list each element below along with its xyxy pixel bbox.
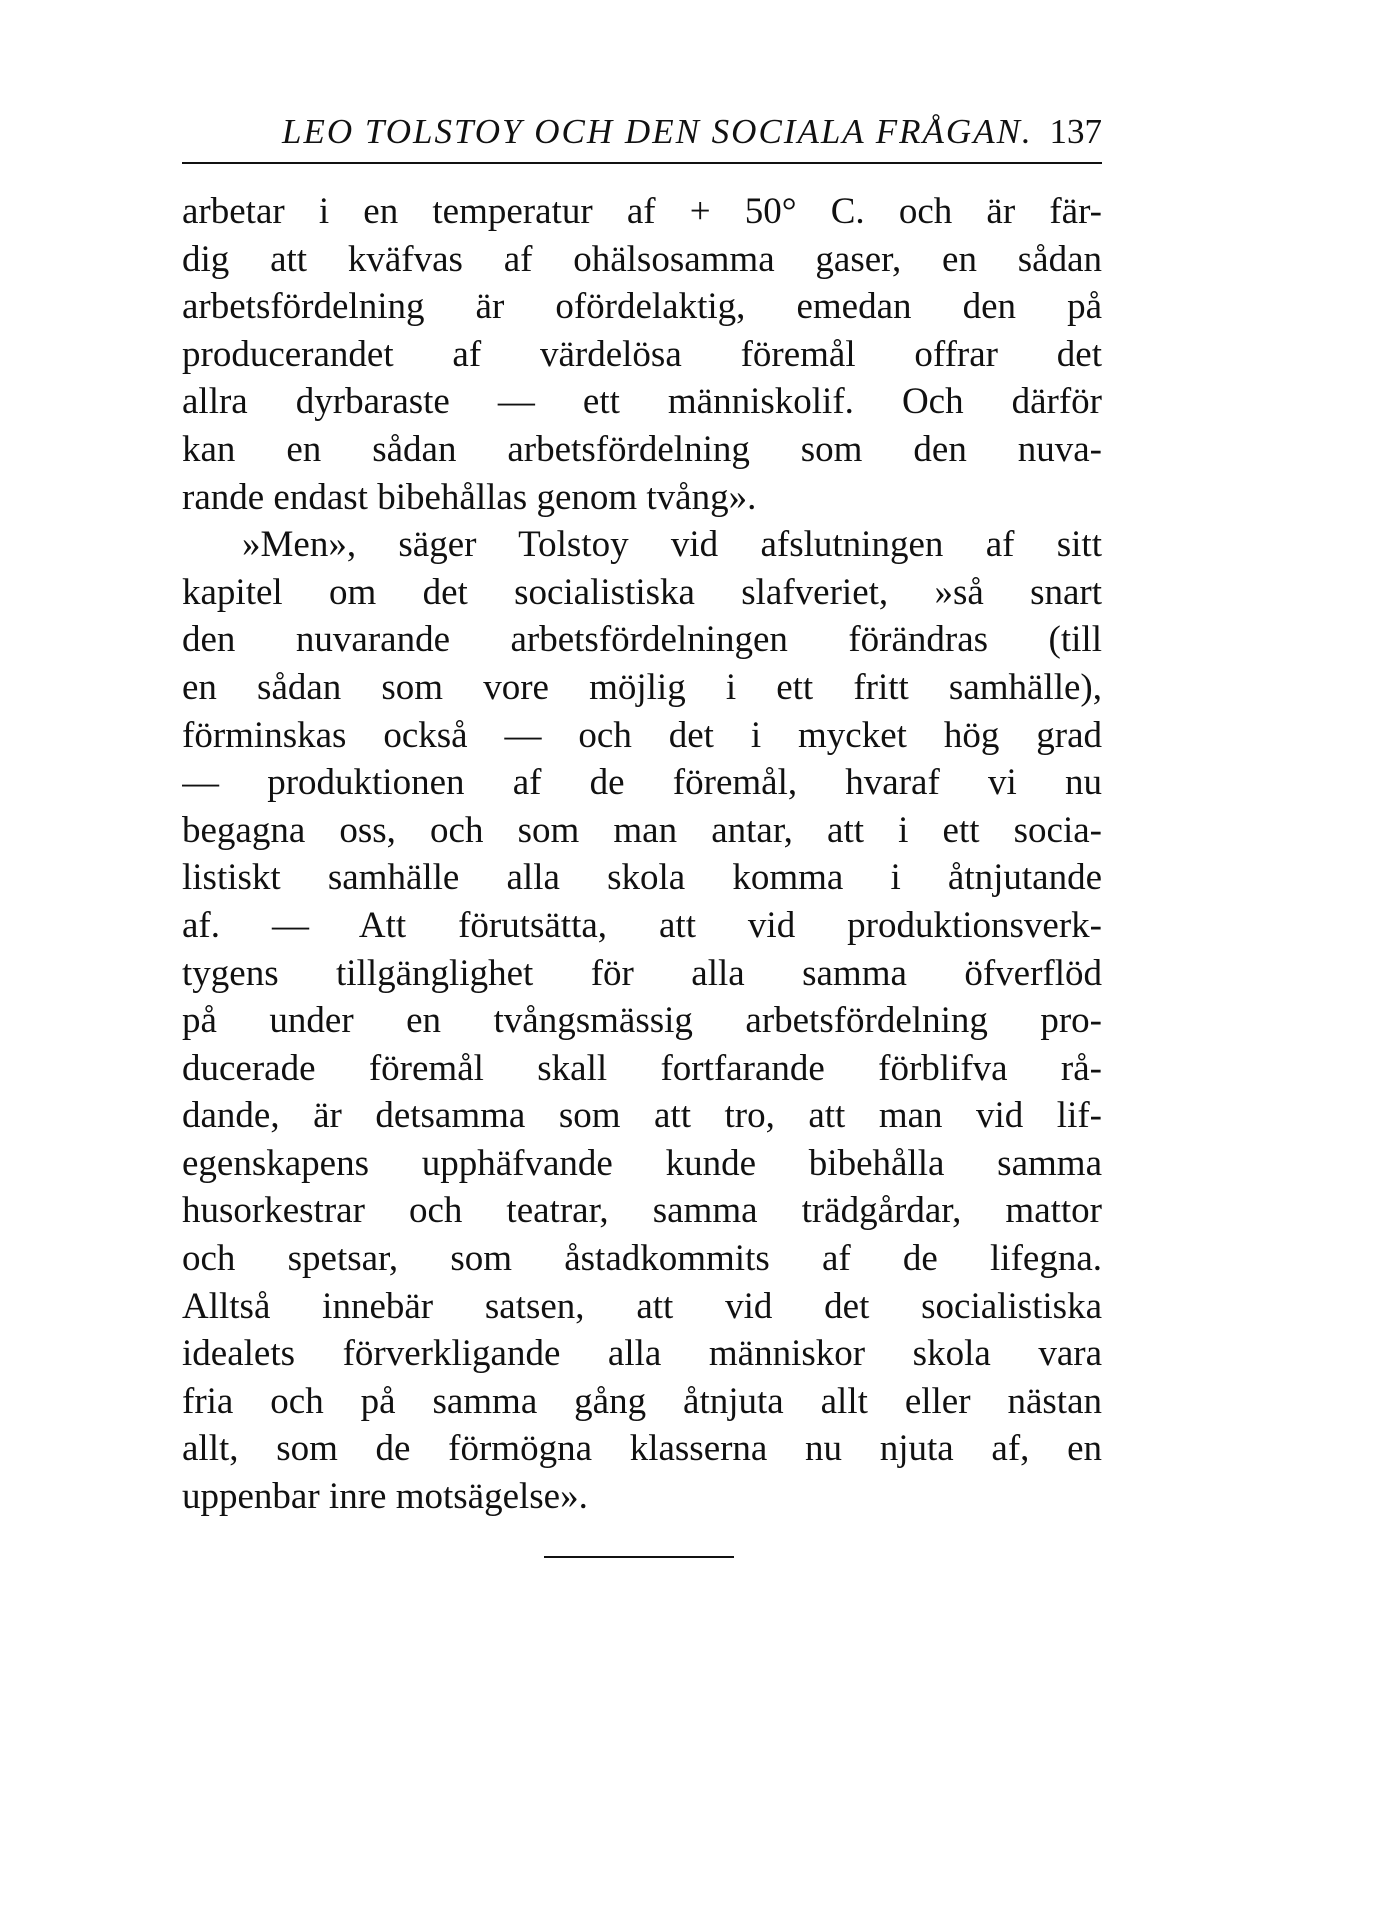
text-line: egenskapens upphäfvande kunde bibehålla samma — [182, 1142, 1102, 1184]
text-line: och spetsar, som åstadkommits af de lifegna. — [182, 1238, 1102, 1280]
text-line: kan en sådan arbetsfördelning som den nuva- — [182, 428, 1102, 470]
text-line: fria och på samma gång åtnjuta allt eller nästan — [182, 1380, 1102, 1422]
text-line: på under en tvångsmässig arbetsfördelning pro- — [182, 1000, 1102, 1042]
text-line: arbetar i en temperatur af + 50° C. och är fär- — [182, 191, 1102, 232]
running-header — [182, 112, 1102, 162]
text-line: allt, som de förmögna klasserna nu njuta af, en — [182, 1428, 1102, 1470]
text-line: allra dyrbaraste — ett människolif. Och därför — [182, 381, 1102, 423]
text-line: idealets förverkligande alla människor skola vara — [182, 1333, 1102, 1375]
text-line: en sådan som vore möjlig i ett fritt samhälle), — [182, 666, 1102, 708]
text-line: arbetsfördelning är ofördelaktig, emedan den på — [182, 286, 1102, 328]
page-number: 137 — [1049, 112, 1102, 151]
text-line: tygens tillgänglighet för alla samma öfverflöd — [182, 952, 1102, 994]
text-line: dig att kväfvas af ohälsosamma gaser, en sådan — [182, 238, 1102, 280]
text-line: rande endast bibehållas genom tvång». — [182, 476, 757, 518]
text-line: ducerade föremål skall fortfarande förblifva rå- — [182, 1047, 1102, 1089]
text-line: listiskt samhälle alla skola komma i åtnjutande — [182, 857, 1102, 899]
text-line: dande, är detsamma som att tro, att man vid lif- — [182, 1095, 1102, 1137]
body-text — [182, 188, 1102, 1521]
text-line: förminskas också — och det i mycket hög grad — [182, 714, 1102, 756]
text-line: kapitel om det socialistiska slafveriet, »så snart — [182, 571, 1102, 613]
text-line: af. — Att förutsätta, att vid produktionsverk- — [182, 904, 1102, 946]
text-line: den nuvarande arbetsfördelningen förändras (till — [182, 619, 1102, 661]
running-title: LEO TOLSTOY OCH DEN SOCIALA FRÅGAN. — [282, 112, 1033, 151]
text-line: begagna oss, och som man antar, att i ett socia- — [182, 809, 1102, 851]
text-line: uppenbar inre motsägelse». — [182, 1476, 588, 1518]
text-line: husorkestrar och teatrar, samma trädgårdar, mattor — [182, 1190, 1102, 1232]
text-line: »Men», säger Tolstoy vid afslutningen af sitt — [242, 524, 1102, 566]
header-rule — [182, 162, 1102, 164]
text-line: Alltså innebär satsen, att vid det socialistiska — [182, 1285, 1102, 1327]
text-line: producerandet af värdelösa föremål offrar det — [182, 333, 1102, 375]
text-line: — produktionen af de föremål, hvaraf vi nu — [182, 762, 1102, 804]
end-rule — [544, 1556, 734, 1558]
